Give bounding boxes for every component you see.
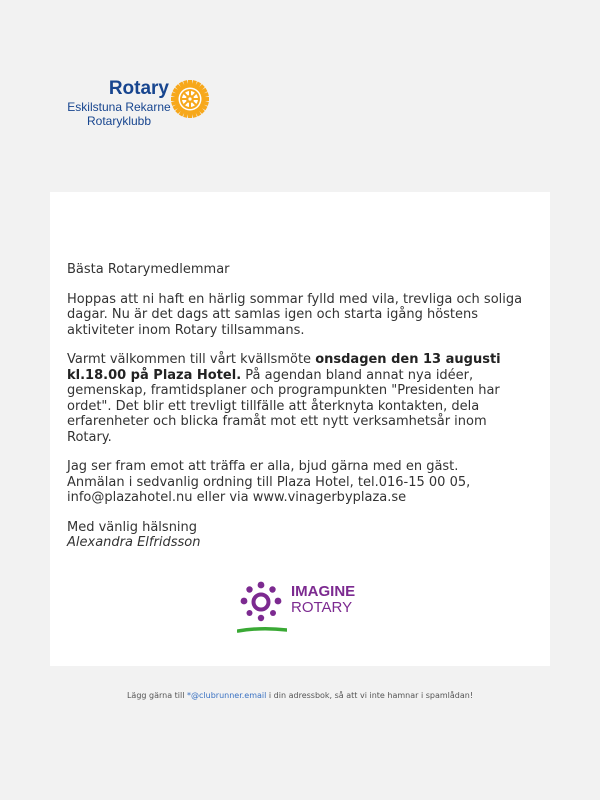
registration-line-2: Anmälan i sedvanlig ordning till Plaza Hotel, tel.016-15 00 05, info@plazahotel.nu eller via www.vinagerbyplaza.se [67, 474, 471, 505]
paragraph-registration [67, 459, 535, 506]
letter-card [50, 192, 550, 666]
registration-line-1: Jag ser fram emot att träffa er alla, bjud gärna med en gäst. [67, 459, 459, 474]
imagine-text [291, 584, 355, 616]
imagine-line-1: IMAGINE [291, 583, 356, 600]
footer-before: Lägg gärna till [126, 691, 188, 700]
closing-block [67, 520, 535, 551]
footer-email-link[interactable]: *@clubrunner.email [187, 691, 267, 700]
meeting-date-place: onsdagen den 13 augusti kl.18.00 på Plaza Hotel. [67, 352, 501, 383]
invitation-intro: Varmt välkommen till vårt kvällsmöte [67, 352, 316, 367]
closing: Med vänlig hälsning [67, 519, 198, 535]
greeting: Bästa Rotarymedlemmar [67, 262, 230, 277]
invitation-details: På agendan bland annat nya idéer, gemenskap, framtidsplaner och programpunkten "Presidenten har ordet". Det blir ett trevligt tillfälle att återknyta kontakten, dela erfarenheter och blicka framåt mot ett nytt verksamhetsår inom Rotary. [67, 367, 500, 445]
imagine-line-2: ROTARY [291, 599, 353, 616]
imagine-sunburst-icon [237, 579, 287, 637]
paragraph-intro: Hoppas att ni haft en härlig sommar fylld med vila, trevliga och soliga dagar. Nu är det dags att samlas igen och starta igång höstens aktiviteter inom Rotary tillsammans. [67, 291, 523, 338]
footer-note [0, 691, 600, 700]
footer-after: i din adressbok, så att vi inte hamnar i spamlådan! [266, 691, 474, 700]
logo-title: Rotary [108, 78, 169, 99]
rotary-club-logo [67, 78, 217, 138]
logo-line-1: Eskilstuna Rekarne [67, 100, 171, 114]
rotary-wheel-icon [171, 80, 209, 118]
logo-text [67, 78, 171, 128]
letter-body [67, 262, 535, 565]
logo-line-2: Rotaryklubb [86, 114, 152, 128]
signature: Alexandra Elfridsson [67, 535, 201, 550]
imagine-rotary-logo [237, 579, 377, 639]
paragraph-invitation [67, 352, 535, 445]
